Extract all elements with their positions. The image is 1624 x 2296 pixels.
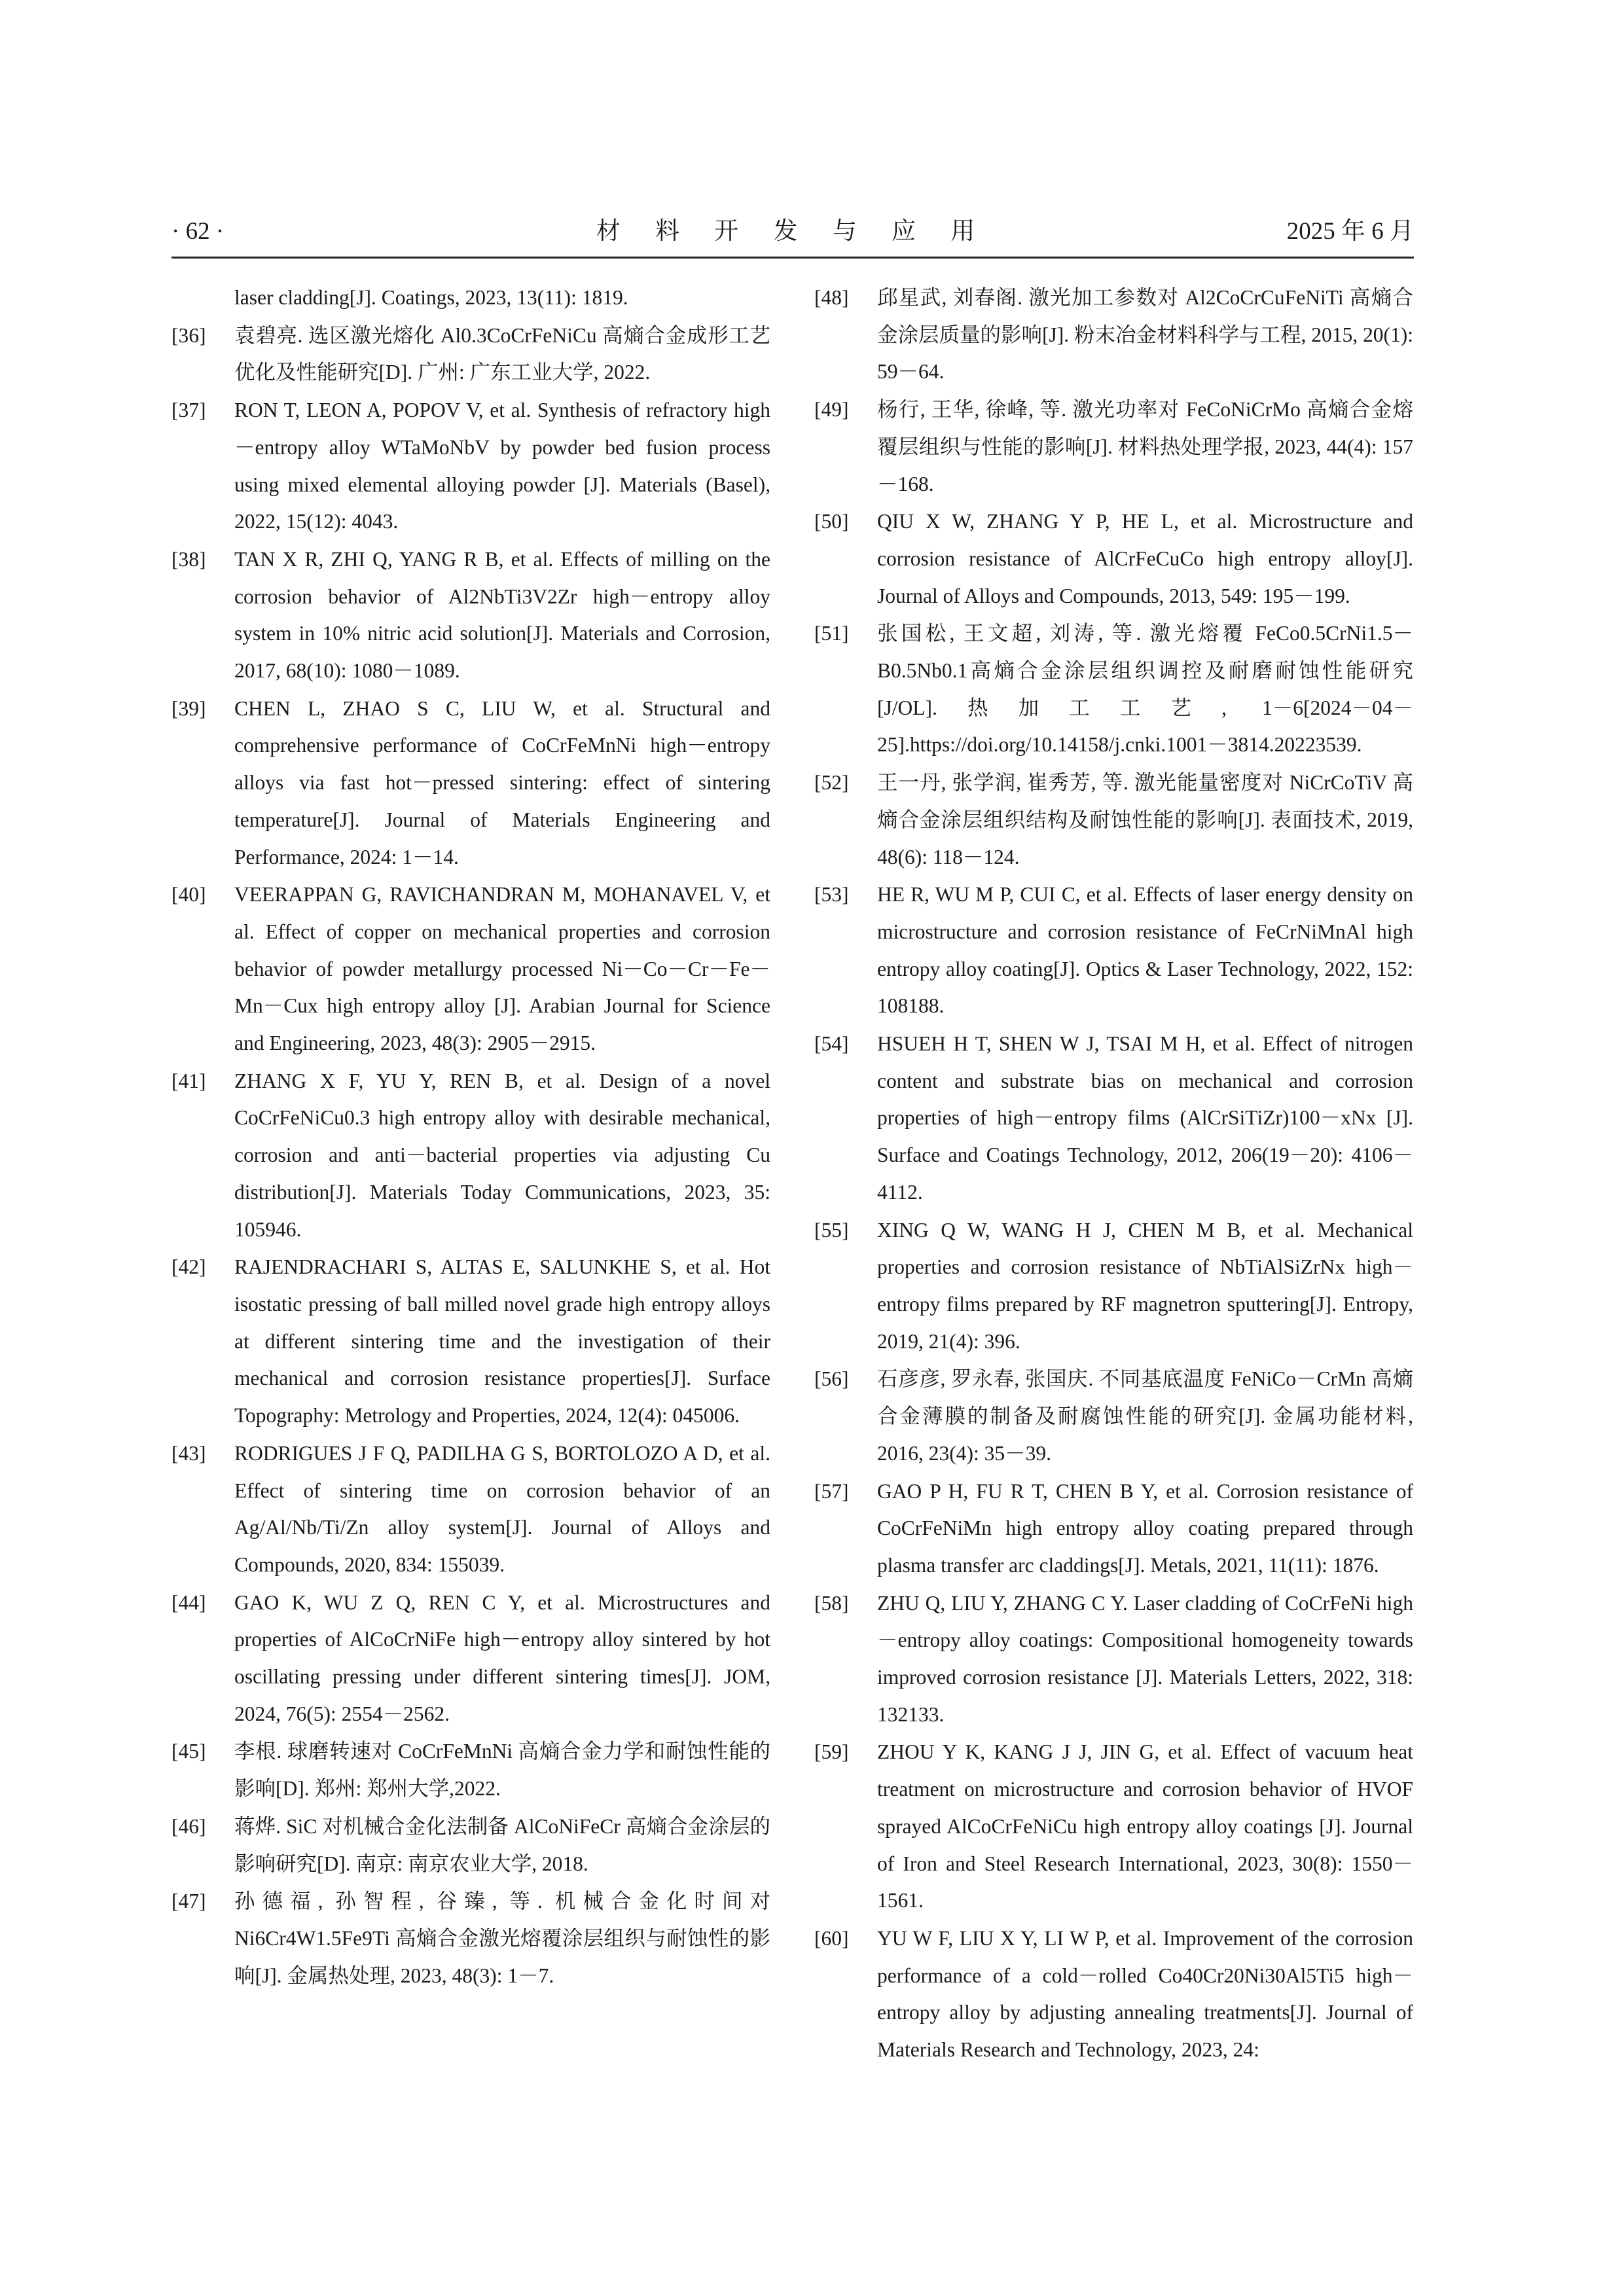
reference-entry — [814, 1212, 1413, 1361]
reference-text: RAJENDRACHARI S, ALTAS E, SALUNKHE S, et al. Hot isostatic pressing of ball milled novel grade high entropy alloys at different sintering time and the investigation of their mechanical and corrosion resistance properties[J]. Surface Topography: Metrology and Properties, 2024, 12(4): 045006. — [234, 1255, 770, 1427]
page-number: · 62 · — [171, 218, 225, 245]
reference-entry — [814, 1473, 1413, 1585]
reference-number: [37] — [171, 399, 206, 422]
reference-number: [58] — [814, 1591, 849, 1615]
reference-entry — [171, 1733, 770, 1807]
reference-number: [60] — [814, 1926, 849, 1950]
reference-entry — [814, 1920, 1413, 2069]
reference-number: [54] — [814, 1032, 849, 1056]
reference-number: [42] — [171, 1255, 206, 1279]
reference-number: [38] — [171, 547, 206, 571]
reference-number: [44] — [171, 1590, 206, 1614]
reference-entry — [814, 615, 1413, 764]
reference-number: [55] — [814, 1218, 849, 1242]
journal-title: 材 料 开 发 与 应 用 — [596, 218, 990, 245]
reference-entry — [171, 691, 770, 876]
reference-number: [43] — [171, 1441, 206, 1465]
reference-number: [49] — [814, 398, 849, 422]
reference-entry — [171, 1063, 770, 1249]
reference-text: ZHOU Y K, KANG J J, JIN G, et al. Effect of vacuum heat treatment on microstructure and corrosion behavior of HVOF sprayed AlCoCrFeNiCu high entropy alloy coatings [J]. Journal of Iron and Steel Research International, 2023, 30(8): 1550－1561. — [877, 1740, 1413, 1912]
reference-text: XING Q W, WANG H J, CHEN M B, et al. Mechanical properties and corrosion resistance of NbTiAlSiZrNx high－entropy films prepared by RF magnetron sputtering[J]. Entropy, 2019, 21(4): 396. — [877, 1218, 1413, 1353]
reference-entry — [814, 391, 1413, 503]
reference-entry — [814, 876, 1413, 1025]
reference-text: 蒋烨. SiC 对机械合金化法制备 AlCoNiFeCr 高熵合金涂层的影响研究[D]. 南京: 南京农业大学, 2018. — [234, 1814, 770, 1875]
reference-entry — [171, 1249, 770, 1435]
reference-text: RODRIGUES J F Q, PADILHA G S, BORTOLOZO A D, et al. Effect of sintering time on corrosion behavior of an Ag/Al/Nb/Ti/Zn alloy system[J]. Journal of Alloys and Compounds, 2020, 834: 155039. — [234, 1441, 770, 1576]
reference-entry — [171, 392, 770, 541]
reference-text: HSUEH H T, SHEN W J, TSAI M H, et al. Effect of nitrogen content and substrate bias on mechanical and corrosion properties of high－entropy films (AlCrSiTiZr)100－xNx [J]. Surface and Coatings Technology, 2012, 206(19－20): 4106－4112. — [877, 1032, 1413, 1204]
reference-text: 袁碧亮. 选区激光熔化 Al0.3CoCrFeNiCu 高熵合金成形工艺优化及性能研究[D]. 广州: 广东工业大学, 2022. — [234, 323, 770, 384]
reference-number: [41] — [171, 1069, 206, 1092]
reference-entry — [171, 1435, 770, 1584]
reference-text: QIU X W, ZHANG Y P, HE L, et al. Microstructure and corrosion resistance of AlCrFeCuCo high entropy alloy[J]. Journal of Alloys and Compounds, 2013, 549: 195－199. — [877, 510, 1413, 607]
reference-number: [46] — [171, 1814, 206, 1838]
reference-number: [48] — [814, 286, 849, 309]
issue-date: 2025 年 6 月 — [1286, 218, 1414, 245]
reference-number: [59] — [814, 1740, 849, 1764]
reference-text: TAN X R, ZHI Q, YANG R B, et al. Effects of milling on the corrosion behavior of Al2NbTi3V2Zr high－entropy alloy system in 10% nitric acid solution[J]. Materials and Corrosion, 2017, 68(10): 1080－1089. — [234, 547, 770, 683]
reference-text: 孙德福, 孙智程, 谷臻, 等. 机械合金化时间对 Ni6Cr4W1.5Fe9Ti 高熵合金激光熔覆涂层组织与耐蚀性的影响[J]. 金属热处理, 2023, 48(3): 1－7. — [234, 1890, 770, 1987]
reference-text: 石彦彦, 罗永春, 张国庆. 不同基底温度 FeNiCo－CrMn 高熵合金薄膜的制备及耐腐蚀性能的研究[J]. 金属功能材料, 2016, 23(4): 35－39. — [877, 1367, 1413, 1465]
reference-entry — [171, 279, 770, 317]
reference-number: [57] — [814, 1479, 849, 1503]
reference-text: HE R, WU M P, CUI C, et al. Effects of laser energy density on microstructure and corrosion resistance of FeCrNiMnAl high entropy alloy coating[J]. Optics & Laser Technology, 2022, 152: 108188. — [877, 883, 1413, 1018]
header-rule — [171, 257, 1414, 259]
reference-number: [36] — [171, 323, 206, 347]
reference-entry — [171, 541, 770, 690]
reference-text: 张国松, 王文超, 刘涛, 等. 激光熔覆 FeCo0.5CrNi1.5－B0.5Nb0.1高熵合金涂层组织调控及耐磨耐蚀性能研究[J/OL].热加工工艺, 1－6[2024－04－25].https://doi.org/10.14158/j.cnki.1001－3814.20223539. — [877, 622, 1413, 757]
reference-number: [51] — [814, 622, 849, 645]
reference-text: 李根. 球磨转速对 CoCrFeMnNi 高熵合金力学和耐蚀性能的影响[D]. 郑州: 郑州大学,2022. — [234, 1740, 770, 1801]
reference-entry — [171, 876, 770, 1062]
reference-number: [50] — [814, 510, 849, 533]
reference-list-right-column — [814, 279, 1413, 2070]
reference-number: [52] — [814, 771, 849, 795]
reference-entry — [171, 317, 770, 391]
reference-text: 杨行, 王华, 徐峰, 等. 激光功率对 FeCoNiCrMo 高熵合金熔覆层组织与性能的影响[J]. 材料热处理学报, 2023, 44(4): 157－168. — [877, 398, 1413, 495]
reference-text: ZHANG X F, YU Y, REN B, et al. Design of a novel CoCrFeNiCu0.3 high entropy alloy with desirable mechanical, corrosion and anti－bacterial properties via adjusting Cu distribution[J]. Materials Today Communications, 2023, 35: 105946. — [234, 1069, 770, 1241]
reference-text: 邱星武, 刘春阁. 激光加工参数对 Al2CoCrCuFeNiTi 高熵合金涂层质量的影响[J]. 粉末冶金材料科学与工程, 2015, 20(1): 59－64. — [877, 286, 1413, 384]
reference-entry — [171, 1883, 770, 1994]
reference-entry — [814, 1026, 1413, 1211]
reference-text: 王一丹, 张学润, 崔秀芳, 等. 激光能量密度对 NiCrCoTiV 高熵合金涂层组织结构及耐蚀性能的影响[J]. 表面技术, 2019, 48(6): 118－124. — [877, 771, 1413, 869]
reference-text: CHEN L, ZHAO S C, LIU W, et al. Structural and comprehensive performance of CoCrFeMnNi high－entropy alloys via fast hot－pressed sintering: effect of sintering temperature[J]. Journal of Materials Engineering and Performance, 2024: 1－14. — [234, 696, 770, 869]
reference-number: [56] — [814, 1367, 849, 1391]
reference-entry — [171, 1808, 770, 1882]
reference-entry — [814, 503, 1413, 615]
reference-number: [53] — [814, 883, 849, 906]
reference-list-left-column — [171, 279, 770, 1995]
reference-entry — [814, 1734, 1413, 1920]
reference-text: YU W F, LIU X Y, LI W P, et al. Improvement of the corrosion performance of a cold－rolled Co40Cr20Ni30Al5Ti5 high－entropy alloy by adjusting annealing treatments[J]. Journal of Materials Research and Technology, 2023, 24: — [877, 1926, 1413, 2062]
reference-text: GAO P H, FU R T, CHEN B Y, et al. Corrosion resistance of CoCrFeNiMn high entropy alloy coating prepared through plasma transfer arc claddings[J]. Metals, 2021, 11(11): 1876. — [877, 1479, 1413, 1577]
reference-entry — [814, 279, 1413, 391]
reference-number: [45] — [171, 1740, 206, 1763]
reference-text: laser cladding[J]. Coatings, 2023, 13(11): 1819. — [234, 286, 628, 309]
running-header — [171, 216, 1414, 247]
reference-entry — [814, 1361, 1413, 1472]
reference-text: ZHU Q, LIU Y, ZHANG C Y. Laser cladding of CoCrFeNi high－entropy alloy coatings: Compositional homogeneity towards improved corrosion resistance [J]. Materials Letters, 2022, 318: 132133. — [877, 1591, 1413, 1726]
reference-entry — [171, 1585, 770, 1733]
reference-text: RON T, LEON A, POPOV V, et al. Synthesis of refractory high－entropy alloy WTaMoNbV by powder bed fusion process using mixed elemental alloying powder [J]. Materials (Basel), 2022, 15(12): 4043. — [234, 399, 770, 533]
reference-text: GAO K, WU Z Q, REN C Y, et al. Microstructures and properties of AlCoCrNiFe high－entropy alloy sintered by hot oscillating pressing under different sintering times[J]. JOM, 2024, 76(5): 2554－2562. — [234, 1590, 770, 1725]
reference-entry — [814, 764, 1413, 876]
reference-number: [40] — [171, 883, 206, 906]
reference-number: [47] — [171, 1890, 206, 1913]
reference-number: [39] — [171, 696, 206, 720]
reference-text: VEERAPPAN G, RAVICHANDRAN M, MOHANAVEL V, et al. Effect of copper on mechanical properties and corrosion behavior of powder metallurgy processed Ni－Co－Cr－Fe－Mn－Cux high entropy alloy [J]. Arabian Journal for Science and Engineering, 2023, 48(3): 2905－2915. — [234, 883, 770, 1055]
reference-entry — [814, 1585, 1413, 1734]
